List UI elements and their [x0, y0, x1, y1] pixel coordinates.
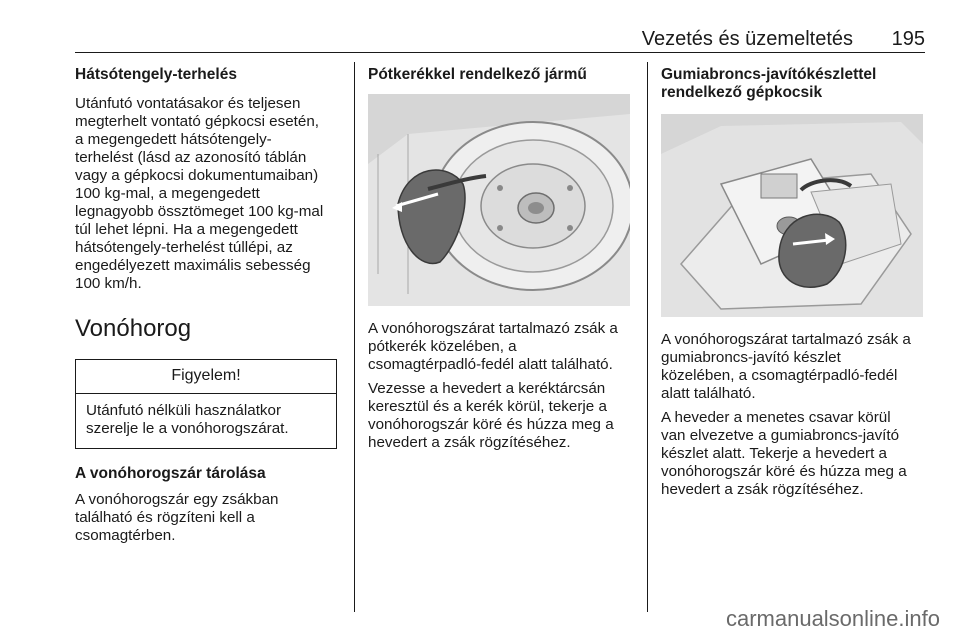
text-line: Vezesse a hevedert a keréktárcsán: [368, 380, 606, 397]
page-header: [75, 28, 925, 52]
header-divider: [75, 52, 925, 53]
text-line: legnagyobb össztömeget 100 kg-mal: [75, 203, 324, 220]
heading-towbar-storage: A vonóhorogszár tárolása: [75, 465, 266, 482]
text-line: A vonóhorogszárat tartalmazó zsák a: [368, 320, 618, 337]
header-title: Vezetés és üzemeltetés: [641, 28, 853, 50]
illustration-spare-wheel: [368, 94, 630, 306]
heading-line: rendelkező gépkocsik: [661, 84, 823, 101]
column-divider-2: [647, 62, 648, 612]
text-line: csomagtérpadló-fedél alatt található.: [368, 356, 613, 373]
caption-repair-kit: [661, 331, 929, 403]
text-line: a megengedett hátsótengely-: [75, 131, 272, 148]
text-line: Utánfutó vontatásakor és teljesen: [75, 95, 301, 112]
text-line: 100 kg-mal, a megengedett: [75, 185, 260, 202]
page-number: 195: [891, 28, 925, 50]
heading-line: Gumiabroncs-javítókészlettel: [661, 66, 877, 83]
text-line: pótkerék közelében, a: [368, 338, 517, 355]
text-line: található és rögzíteni kell a: [75, 509, 255, 526]
caption-spare-wheel: [368, 320, 636, 374]
text-line: szerelje le a vonóhorogszárat.: [86, 420, 289, 437]
text-line: keresztül és a kerék körül, tekerje a: [368, 398, 607, 415]
text-line: A vonóhorogszár egy zsákban: [75, 491, 279, 508]
text-line: Utánfutó nélküli használatkor: [86, 402, 282, 419]
text-line: vagy a gépkocsi dokumentumaiban): [75, 167, 319, 184]
column-2: [368, 66, 636, 452]
paragraph-spare-wheel: [368, 380, 636, 452]
text-line: terhelést (lásd az azonosító táblán: [75, 149, 307, 166]
spare-wheel-drawing: [368, 94, 630, 306]
text-line: csomagtérben.: [75, 527, 176, 544]
illustration-repair-kit: [661, 114, 923, 317]
text-line: van elvezetve a gumiabroncs-javító: [661, 427, 900, 444]
warning-title: Figyelem!: [76, 360, 336, 394]
paragraph-towbar-storage: [75, 491, 347, 545]
repair-kit-drawing: [661, 114, 923, 317]
text-line: alatt található.: [661, 385, 756, 402]
warning-body: [76, 394, 336, 448]
text-line: engedélyezett maximális sebesség: [75, 257, 311, 274]
watermark: carmanualsonline.info: [725, 606, 940, 631]
paragraph-repair-kit: [661, 409, 929, 499]
text-line: vonóhorogszár köré és húzza meg a: [368, 416, 614, 433]
heading-rear-axle-load: Hátsótengely-terhelés: [75, 66, 237, 83]
text-line: hátsótengely-terhelést túllépi, az: [75, 239, 293, 256]
heading-spare-wheel-vehicle: Pótkerékkel rendelkező jármű: [368, 66, 587, 83]
column-3: [661, 66, 929, 499]
text-line: hevedert a zsák rögzítéséhez.: [368, 434, 571, 451]
text-line: A vonóhorogszárat tartalmazó zsák a: [661, 331, 911, 348]
text-line: A heveder a menetes csavar körül: [661, 409, 891, 426]
text-line: közelében, a csomagtérpadló-fedél: [661, 367, 898, 384]
column-1: [75, 66, 347, 545]
text-line: megterhelt vontató gépkocsi esetén,: [75, 113, 319, 130]
warning-box: [75, 359, 337, 449]
text-line: hevedert a zsák rögzítéséhez.: [661, 481, 864, 498]
heading-towbar: Vonóhorog: [75, 315, 192, 342]
text-line: készlet alatt. Tekerje a hevedert a: [661, 445, 887, 462]
text-line: vonóhorogszár köré és húzza meg a: [661, 463, 907, 480]
text-line: 100 km/h.: [75, 275, 142, 292]
text-line: gumiabroncs-javító készlet: [661, 349, 841, 366]
text-line: túl lehet lépni. Ha a megengedett: [75, 221, 298, 238]
heading-repair-kit-vehicle: [661, 66, 929, 102]
column-divider-1: [354, 62, 355, 612]
paragraph-rear-axle-load: [75, 95, 347, 293]
